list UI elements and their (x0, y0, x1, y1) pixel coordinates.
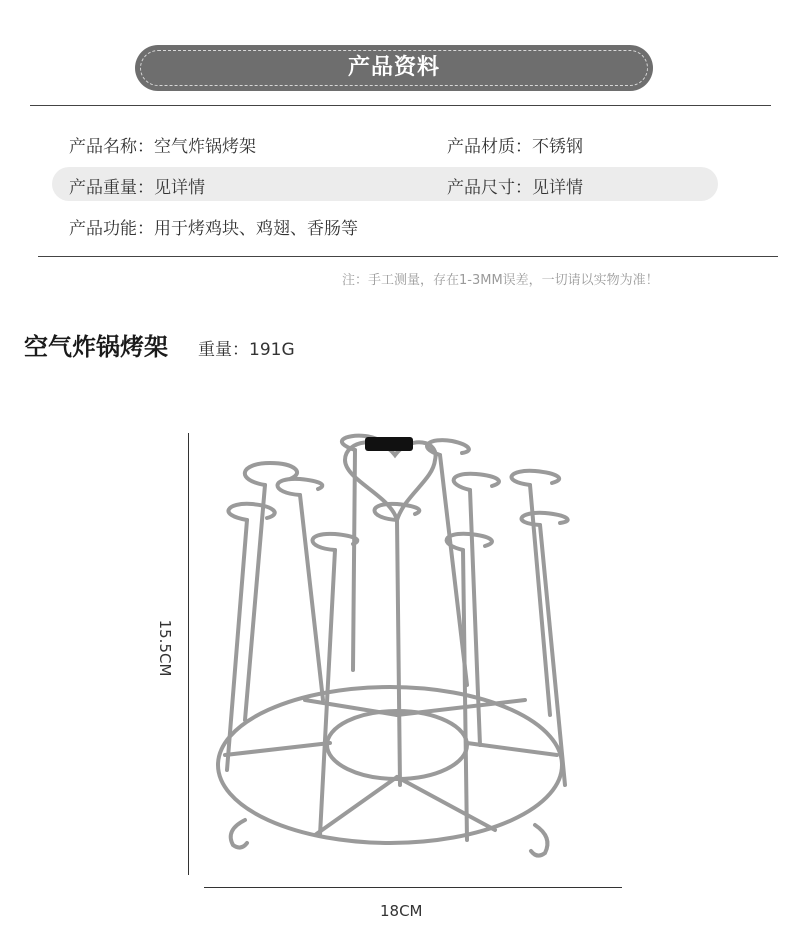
banner-title: 产品资料 (347, 55, 440, 80)
spec-name-value: 空气炸锅烤架 (154, 137, 256, 157)
product-weight-value: 191G (249, 340, 295, 360)
product-weight-label: 重量： (198, 340, 249, 360)
spec-name (69, 132, 256, 157)
spec-function-value: 用于烤鸡块、鸡翅、香肠等 (154, 219, 358, 239)
spec-weight (69, 173, 205, 198)
divider-bottom (38, 256, 778, 257)
spec-material-label: 产品材质： (447, 137, 532, 157)
spec-size-value: 见详情 (532, 178, 583, 198)
height-dimension-label: 15.5CM (156, 619, 174, 677)
spec-material-value: 不锈钢 (532, 137, 583, 157)
width-dimension-label: 18CM (380, 902, 423, 920)
spec-function-label: 产品功能： (69, 219, 154, 239)
product-weight (198, 335, 295, 360)
header-banner (135, 45, 653, 91)
spec-size (447, 173, 583, 198)
spec-size-label: 产品尺寸： (447, 178, 532, 198)
spec-weight-label: 产品重量： (69, 178, 154, 198)
divider-top (30, 105, 771, 106)
handle-grip (365, 437, 413, 451)
spec-material (447, 132, 583, 157)
product-name: 空气炸锅烤架 (24, 333, 168, 361)
spec-name-label: 产品名称： (69, 137, 154, 157)
product-image (205, 425, 585, 870)
spec-function (69, 214, 358, 239)
spec-weight-value: 见详情 (154, 178, 205, 198)
width-dimension-line (204, 887, 622, 888)
measurement-note: 注：手工测量，存在1-3MM误差，一切请以实物为准！ (342, 273, 659, 288)
